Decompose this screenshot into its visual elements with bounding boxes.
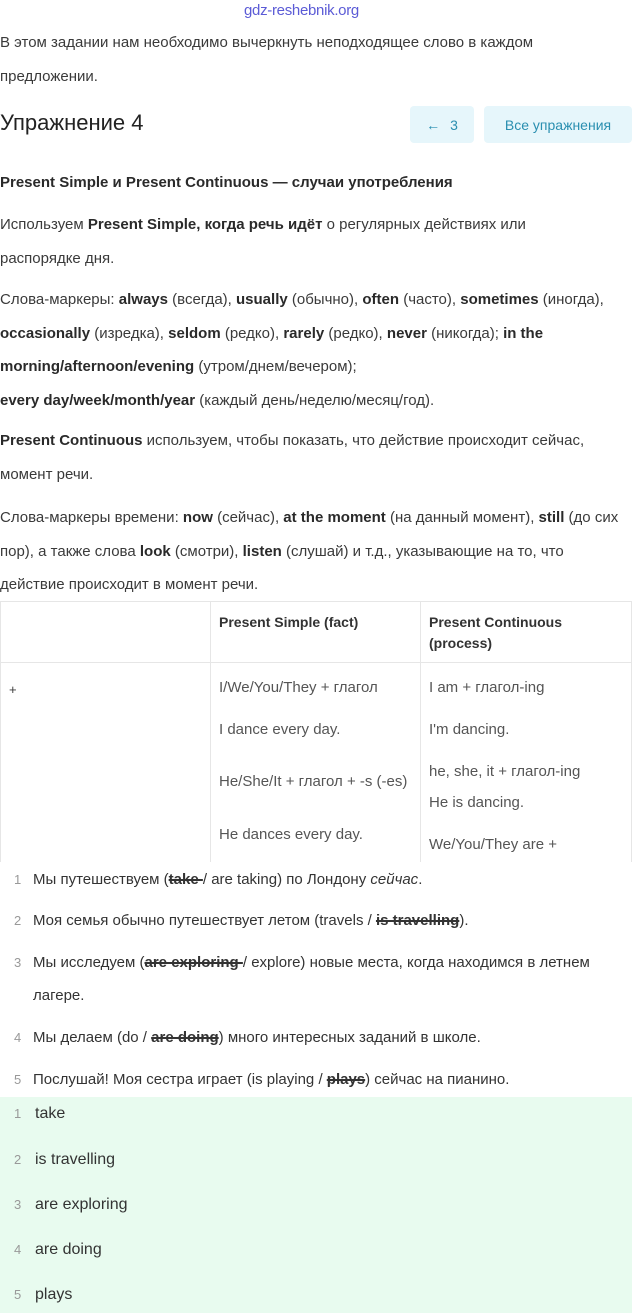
cell-text: We/You/They are + bbox=[429, 836, 557, 853]
answers-block bbox=[0, 1097, 632, 1313]
cell-text: I dance every day. bbox=[219, 721, 341, 738]
table-row bbox=[1, 663, 632, 863]
exercise-item: 1 Мы путешествуем (take / are taking) по Лондону сейчас. bbox=[14, 871, 423, 888]
cell-text: he, she, it + глагол-ing bbox=[429, 763, 581, 780]
cell-text: I am + глагол-ing bbox=[429, 679, 545, 696]
answer-item: 5 plays bbox=[14, 1286, 73, 1303]
page-title: Упражнение 4 bbox=[0, 110, 144, 135]
theory-p2: Слова-маркеры: always (всегда), usually (обычно), often (часто), sometimes (иногда), occasionally (изредка), seldom (редко), rarely (редко), never (никогда); in the morning/afternoon/evening (утром/днем/вечером); every day/week/month/year (каждый день/неделю/месяц/год). bbox=[0, 291, 604, 409]
cell-text: He is dancing. bbox=[429, 794, 525, 811]
exercise-item: 5 Послушай! Моя сестра играет (is playing / plays) сейчас на пианино. bbox=[14, 1071, 510, 1088]
watermark-top: gdz-reshebnik.org bbox=[244, 2, 359, 19]
exercise-item: 3 Мы исследуем (are exploring / explore) новые места, когда находимся в летнем лагере. bbox=[14, 954, 590, 1004]
theory-p3: Present Continuous используем, чтобы показать, что действие происходит сейчас, момент речи. bbox=[0, 432, 585, 483]
intro-text: В этом задании нам необходимо вычеркнуть неподходящее слово в каждом предложении. bbox=[0, 34, 534, 85]
table-header-empty bbox=[1, 602, 211, 663]
prev-exercise-button[interactable] bbox=[410, 106, 474, 143]
cell-text: I/We/You/They + глагол bbox=[219, 679, 378, 696]
theory-p1: Используем Present Simple, когда речь идёт о регулярных действиях или распорядке дня. bbox=[0, 216, 526, 267]
table-header-continuous: Present Continuous (process) bbox=[421, 602, 632, 663]
all-exercises-button[interactable]: Все упражнения bbox=[484, 106, 632, 143]
row-label: + bbox=[1, 663, 211, 863]
answer-item: 1 take bbox=[14, 1105, 66, 1122]
theory-subtitle: Present Simple и Present Continuous — случаи употребления bbox=[0, 174, 453, 191]
cell-text: He dances every day. bbox=[219, 826, 363, 843]
answer-item: 2 is travelling bbox=[14, 1151, 116, 1168]
exercise-item: 2 Моя семья обычно путешествует летом (travels / is travelling). bbox=[14, 912, 469, 929]
cell-text: I'm dancing. bbox=[429, 721, 510, 738]
table-header-simple: Present Simple (fact) bbox=[211, 602, 421, 663]
tense-table bbox=[0, 601, 632, 862]
exercise-item: 4 Мы делаем (do / are doing) много интересных заданий в школе. bbox=[14, 1029, 481, 1046]
prev-label: 3 bbox=[450, 116, 458, 133]
arrow-left-icon: ← bbox=[426, 116, 441, 133]
answer-item: 3 are exploring bbox=[14, 1196, 128, 1213]
answer-item: 4 are doing bbox=[14, 1241, 102, 1258]
theory-p4: Слова-маркеры времени: now (сейчас), at the moment (на данный момент), still (до сих пор), а также слова look (смотри), listen (слушай) и т.д., указывающие на то, что действие происходит в момент речи. bbox=[0, 509, 619, 593]
cell-text: He/She/It + глагол + -s (-es) bbox=[219, 773, 408, 790]
